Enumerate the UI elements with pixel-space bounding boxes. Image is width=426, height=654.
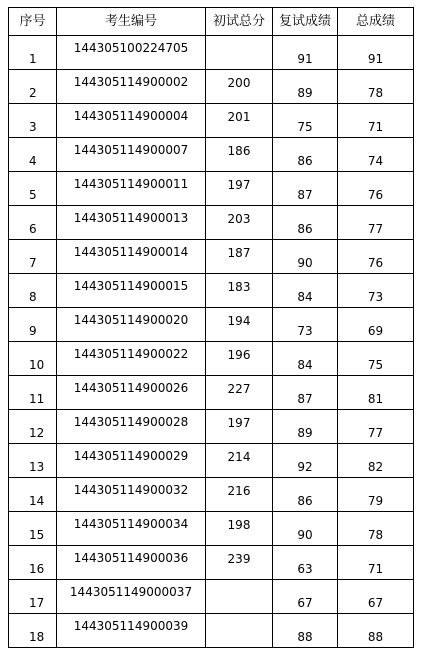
- cell-total-score: [338, 546, 414, 580]
- table-row: [9, 274, 414, 308]
- cell-seq-text: 17: [29, 596, 45, 610]
- cell-seq-text: 3: [29, 120, 37, 134]
- cell-retest-score-text: 67: [297, 596, 313, 610]
- cell-exam-id: [57, 36, 206, 70]
- cell-retest-score-text: 88: [297, 630, 313, 644]
- cell-retest-score: [273, 274, 338, 308]
- cell-retest-score-text: 89: [297, 426, 313, 440]
- cell-retest-score: [273, 580, 338, 614]
- cell-retest-score-text: 89: [297, 86, 313, 100]
- cell-seq-text: 13: [29, 460, 45, 474]
- cell-total-score: [338, 104, 414, 138]
- cell-seq: [9, 240, 57, 274]
- cell-seq-text: 12: [29, 426, 45, 440]
- cell-total-score-text: 79: [367, 494, 384, 508]
- cell-exam-id-text: 144305114900011: [73, 177, 189, 191]
- cell-seq: [9, 70, 57, 104]
- cell-total-score-text: 88: [367, 630, 384, 644]
- cell-total-score-text: 77: [367, 222, 384, 236]
- cell-seq: [9, 138, 57, 172]
- cell-initial-score-text: 201: [227, 110, 251, 124]
- cell-seq: [9, 172, 57, 206]
- cell-retest-score-text: 84: [297, 290, 313, 304]
- cell-seq-text: 1: [29, 52, 37, 66]
- cell-retest-score-text: 91: [297, 52, 313, 66]
- cell-exam-id: [57, 274, 206, 308]
- cell-total-score: [338, 172, 414, 206]
- cell-seq: [9, 478, 57, 512]
- cell-seq-text: 8: [29, 290, 37, 304]
- cell-total-score-text: 74: [367, 154, 384, 168]
- cell-initial-score-text: 196: [227, 348, 251, 362]
- cell-exam-id: [57, 614, 206, 648]
- cell-exam-id: [57, 512, 206, 546]
- cell-initial-score: [206, 376, 273, 410]
- cell-total-score-text: 71: [367, 562, 384, 576]
- cell-retest-score-text: 86: [297, 222, 313, 236]
- cell-initial-score-text: 214: [227, 450, 251, 464]
- cell-seq-text: 16: [29, 562, 45, 576]
- score-table: [8, 7, 414, 648]
- cell-exam-id-text: 144305114900034: [73, 517, 189, 531]
- cell-total-score: [338, 376, 414, 410]
- cell-retest-score: [273, 36, 338, 70]
- cell-initial-score: [206, 70, 273, 104]
- cell-retest-score-text: 86: [297, 494, 313, 508]
- cell-retest-score: [273, 342, 338, 376]
- cell-seq: [9, 546, 57, 580]
- cell-initial-score-text: 198: [227, 518, 251, 532]
- cell-total-score: [338, 70, 414, 104]
- header-exam-id: 考生编号: [57, 8, 206, 36]
- cell-seq: [9, 614, 57, 648]
- cell-total-score-text: 76: [367, 188, 384, 202]
- cell-exam-id: [57, 138, 206, 172]
- cell-exam-id-text: 144305114900029: [73, 449, 189, 463]
- cell-initial-score-text: 203: [227, 212, 251, 226]
- cell-exam-id: [57, 172, 206, 206]
- table-row: [9, 376, 414, 410]
- cell-initial-score: [206, 546, 273, 580]
- cell-retest-score: [273, 512, 338, 546]
- table-row: [9, 70, 414, 104]
- cell-total-score-text: 78: [367, 86, 384, 100]
- cell-initial-score: [206, 580, 273, 614]
- cell-total-score: [338, 614, 414, 648]
- cell-seq-text: 10: [29, 358, 45, 372]
- cell-exam-id: [57, 342, 206, 376]
- cell-seq-text: 6: [29, 222, 37, 236]
- cell-initial-score: [206, 206, 273, 240]
- cell-exam-id: [57, 240, 206, 274]
- cell-retest-score-text: 87: [297, 392, 313, 406]
- cell-initial-score: [206, 410, 273, 444]
- cell-seq: [9, 512, 57, 546]
- cell-total-score-text: 73: [367, 290, 384, 304]
- cell-exam-id: [57, 546, 206, 580]
- cell-retest-score: [273, 206, 338, 240]
- cell-exam-id: [57, 70, 206, 104]
- cell-exam-id-text: 144305114900004: [73, 109, 189, 123]
- cell-seq: [9, 104, 57, 138]
- cell-retest-score: [273, 138, 338, 172]
- cell-total-score: [338, 138, 414, 172]
- cell-initial-score: [206, 444, 273, 478]
- cell-total-score-text: 75: [367, 358, 384, 372]
- table-row: [9, 342, 414, 376]
- cell-seq: [9, 342, 57, 376]
- table-row: [9, 172, 414, 206]
- cell-retest-score: [273, 308, 338, 342]
- cell-initial-score: [206, 172, 273, 206]
- header-initial-score: 初试总分: [206, 8, 273, 36]
- cell-exam-id: [57, 478, 206, 512]
- cell-retest-score: [273, 240, 338, 274]
- cell-initial-score: [206, 104, 273, 138]
- cell-retest-score-text: 87: [297, 188, 313, 202]
- cell-exam-id-text: 144305114900013: [73, 211, 189, 225]
- cell-retest-score-text: 90: [297, 256, 313, 270]
- cell-exam-id-text: 144305114900026: [73, 381, 189, 395]
- cell-retest-score-text: 75: [297, 120, 313, 134]
- cell-exam-id: [57, 206, 206, 240]
- cell-retest-score: [273, 172, 338, 206]
- cell-initial-score: [206, 274, 273, 308]
- cell-seq: [9, 580, 57, 614]
- cell-total-score: [338, 240, 414, 274]
- cell-seq: [9, 206, 57, 240]
- table-row: [9, 444, 414, 478]
- cell-seq-text: 11: [29, 392, 45, 406]
- cell-total-score-text: 77: [367, 426, 384, 440]
- table-row: [9, 546, 414, 580]
- cell-exam-id-text: 144305114900022: [73, 347, 189, 361]
- cell-initial-score: [206, 614, 273, 648]
- cell-exam-id: [57, 104, 206, 138]
- cell-initial-score-text: 194: [227, 314, 251, 328]
- cell-retest-score-text: 90: [297, 528, 313, 542]
- cell-seq-text: 5: [29, 188, 37, 202]
- cell-initial-score: [206, 308, 273, 342]
- cell-exam-id: [57, 308, 206, 342]
- cell-retest-score-text: 86: [297, 154, 313, 168]
- cell-initial-score: [206, 342, 273, 376]
- table-row: [9, 512, 414, 546]
- cell-seq: [9, 410, 57, 444]
- table-row: [9, 478, 414, 512]
- cell-exam-id-text: 144305114900028: [73, 415, 189, 429]
- cell-seq-text: 15: [29, 528, 45, 542]
- cell-seq: [9, 308, 57, 342]
- cell-total-score: [338, 444, 414, 478]
- cell-total-score: [338, 410, 414, 444]
- header-retest-score: 复试成绩: [273, 8, 338, 36]
- cell-initial-score-text: 197: [227, 178, 251, 192]
- cell-initial-score-text: 200: [227, 76, 251, 90]
- cell-initial-score-text: 216: [227, 484, 251, 498]
- cell-seq-text: 4: [29, 154, 37, 168]
- table-row: [9, 410, 414, 444]
- cell-total-score-text: 82: [367, 460, 384, 474]
- cell-retest-score: [273, 104, 338, 138]
- table-row: [9, 580, 414, 614]
- cell-seq: [9, 274, 57, 308]
- cell-total-score-text: 71: [367, 120, 384, 134]
- cell-total-score: [338, 206, 414, 240]
- cell-seq-text: 2: [29, 86, 37, 100]
- cell-initial-score: [206, 138, 273, 172]
- cell-seq: [9, 376, 57, 410]
- cell-total-score-text: 81: [367, 392, 384, 406]
- cell-exam-id-text: 144305114900032: [73, 483, 189, 497]
- cell-total-score: [338, 36, 414, 70]
- header-row: [9, 8, 414, 36]
- cell-seq-text: 7: [29, 256, 37, 270]
- header-total-score: 总成绩: [338, 8, 414, 36]
- cell-total-score: [338, 580, 414, 614]
- cell-retest-score: [273, 614, 338, 648]
- table-row: [9, 614, 414, 648]
- table-row: [9, 240, 414, 274]
- cell-total-score: [338, 512, 414, 546]
- cell-seq-text: 18: [29, 630, 45, 644]
- header-seq: 序号: [9, 8, 57, 36]
- cell-seq: [9, 444, 57, 478]
- cell-exam-id-text: 144305114900002: [73, 75, 189, 89]
- cell-initial-score: [206, 240, 273, 274]
- cell-exam-id: [57, 410, 206, 444]
- table-row: [9, 36, 414, 70]
- cell-retest-score-text: 92: [297, 460, 313, 474]
- cell-seq: [9, 36, 57, 70]
- table-row: [9, 206, 414, 240]
- cell-exam-id-text: 144305114900020: [73, 313, 189, 327]
- cell-exam-id-text: 144305114900036: [73, 551, 189, 565]
- cell-total-score-text: 69: [367, 324, 384, 338]
- cell-total-score: [338, 274, 414, 308]
- cell-total-score-text: 76: [367, 256, 384, 270]
- cell-exam-id-text: 1443051149000037: [69, 585, 193, 599]
- cell-initial-score-text: 227: [227, 382, 251, 396]
- cell-initial-score-text: 197: [227, 416, 251, 430]
- cell-retest-score: [273, 410, 338, 444]
- cell-initial-score: [206, 512, 273, 546]
- cell-retest-score: [273, 376, 338, 410]
- cell-seq-text: 14: [29, 494, 45, 508]
- cell-retest-score-text: 73: [297, 324, 313, 338]
- cell-retest-score: [273, 546, 338, 580]
- cell-initial-score-text: 187: [227, 246, 251, 260]
- cell-initial-score-text: 183: [227, 280, 251, 294]
- cell-exam-id: [57, 376, 206, 410]
- cell-total-score-text: 78: [367, 528, 384, 542]
- cell-retest-score-text: 84: [297, 358, 313, 372]
- cell-retest-score: [273, 478, 338, 512]
- table-row: [9, 104, 414, 138]
- cell-exam-id-text: 144305114900007: [73, 143, 189, 157]
- cell-total-score: [338, 478, 414, 512]
- cell-total-score-text: 67: [367, 596, 384, 610]
- table-row: [9, 138, 414, 172]
- table-row: [9, 308, 414, 342]
- cell-total-score: [338, 308, 414, 342]
- cell-seq-text: 9: [29, 324, 37, 338]
- cell-exam-id: [57, 444, 206, 478]
- cell-exam-id: [57, 580, 206, 614]
- cell-exam-id-text: 144305114900015: [73, 279, 189, 293]
- cell-retest-score: [273, 444, 338, 478]
- cell-initial-score-text: 239: [227, 552, 251, 566]
- cell-initial-score: [206, 36, 273, 70]
- cell-total-score-text: 91: [367, 52, 384, 66]
- cell-total-score: [338, 342, 414, 376]
- cell-retest-score-text: 63: [297, 562, 313, 576]
- cell-exam-id-text: 144305114900039: [73, 619, 189, 633]
- cell-initial-score: [206, 478, 273, 512]
- cell-retest-score: [273, 70, 338, 104]
- cell-exam-id-text: 144305114900014: [73, 245, 189, 259]
- cell-initial-score-text: 186: [227, 144, 251, 158]
- cell-exam-id-text: 144305100224705: [73, 41, 189, 55]
